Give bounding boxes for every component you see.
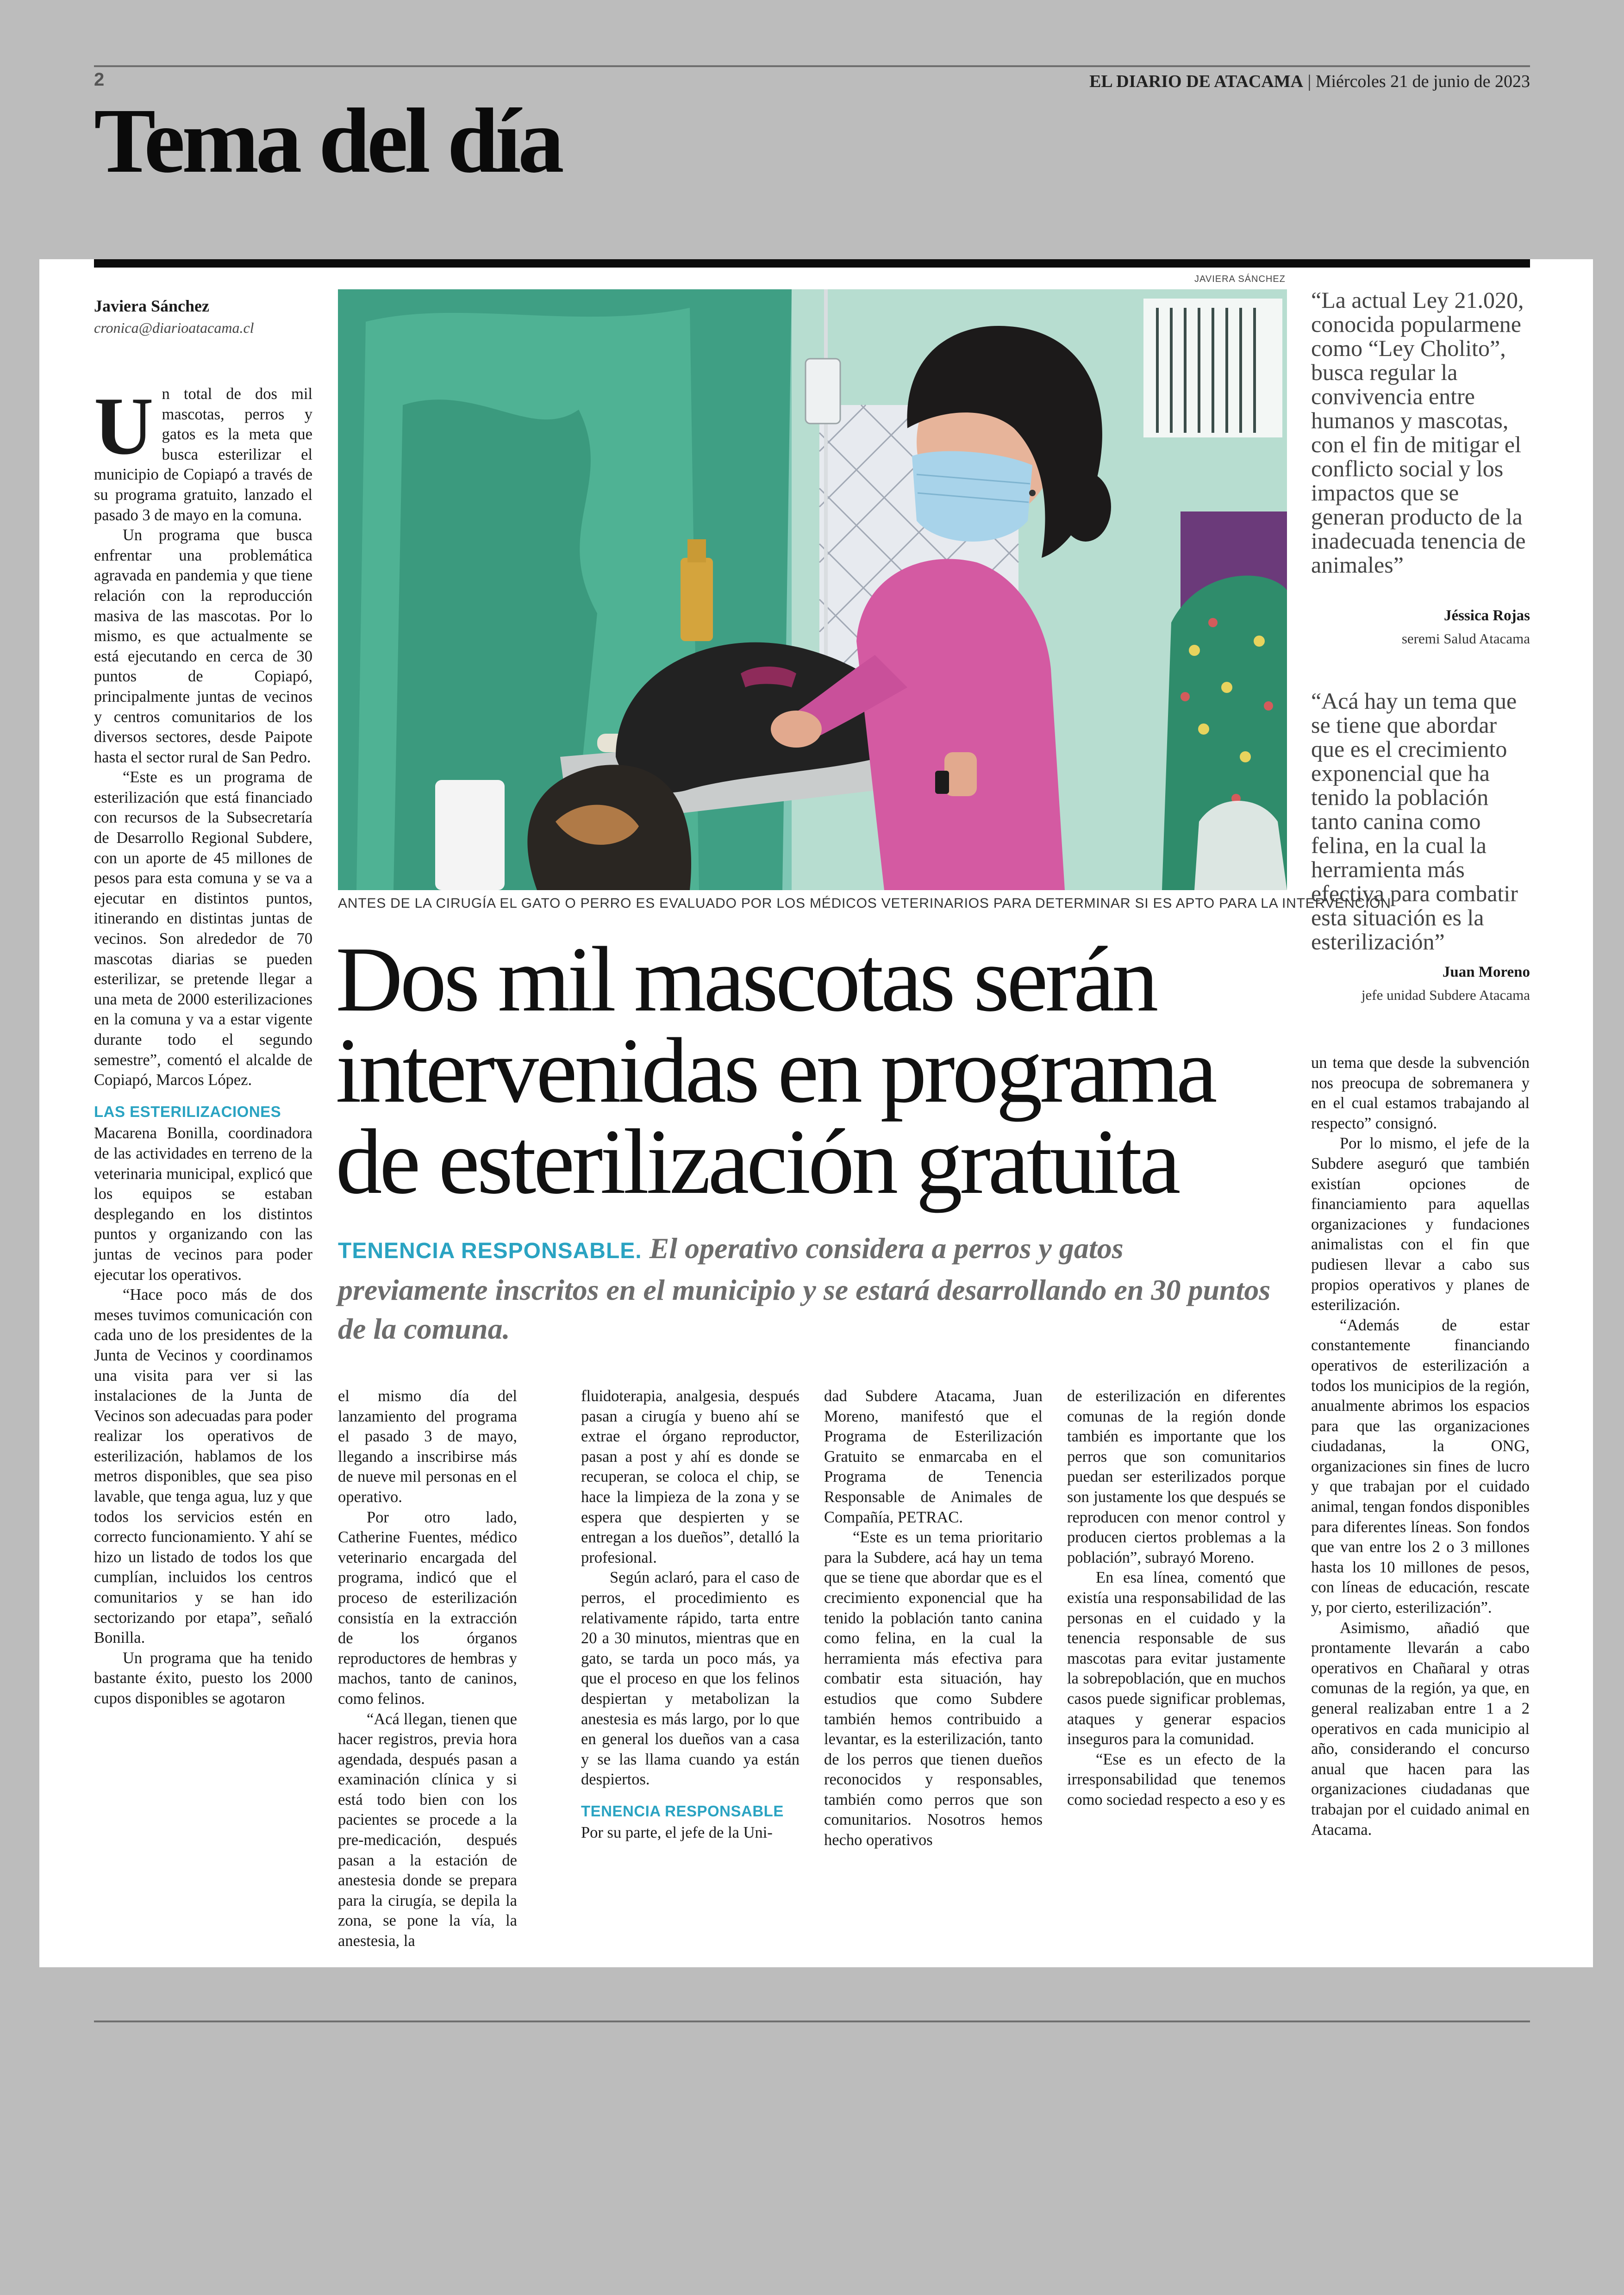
veterinary-surgery-photo bbox=[338, 289, 1287, 890]
paragraph: Un programa que busca enfrentar una problemática agravada en pandemia y que tiene relación con la reproducción masiva de las mascotas. Por lo mismo, es que actualmente se está ejecutando en cerca de 30 puntos de Copiapó, principalmente juntas de vecinos y centros comunitarios de los diversos sectores, desde Paipote hasta el sector rural de San Pedro. bbox=[94, 526, 312, 766]
masthead: EL DIARIO DE ATACAMA | Miércoles 21 de junio de 2023 bbox=[1089, 72, 1530, 91]
headline: Dos mil mascotas serán intervenidas en programa de esterilización gratuita bbox=[336, 928, 1215, 1213]
author-name: Javiera Sánchez bbox=[94, 297, 209, 315]
pull-quote-rojas: “La actual Ley 21.020, conocida popularmene como “Ley Cholito”, busca regular la convivencia entre humanos y mascotas, con el fin de mitigar el conflicto social y los impactos que se generan producto de la inadecuada tenencia de animales” bbox=[1311, 287, 1526, 578]
photo-credit: JAVIERA SÁNCHEZ bbox=[1194, 274, 1286, 284]
article-photo bbox=[338, 289, 1287, 890]
quote-attribution-role: seremi Salud Atacama bbox=[1401, 630, 1530, 647]
paragraph: “Este es un tema prioritario para la Subdere, acá hay un tema que se tiene que abordar que es el crecimiento exponencial que ha tenido la población tanto canina como felina, en la cual la herramienta más efectiva para combatir esta situación, hay estudios que como Subdere también hemos contribuido a levantar, es la esterilización, tanto de los perros que tienen dueños reconocidos y responsables, también como perros que son comunitarios. Nosotros hemos hecho operativos bbox=[824, 1528, 1043, 1849]
column-6 bbox=[1311, 1053, 1530, 1840]
quote-attribution-name: Jéssica Rojas bbox=[1443, 607, 1530, 624]
paragraph: En esa línea, comentó que existía una responsabilidad de las personas en el cuidado y la tenencia responsable de sus mascotas para evitar justamente la sobrepoblación, que en muchos casos puede significar problemas, ataques y generar espacios inseguros para la comunidad. bbox=[1067, 1569, 1286, 1748]
paragraph: “Acá llegan, tienen que hacer registros, previa hora agendada, después pasan a examinación clínica y si está todo bien con los pacientes se procede a la pre-medicación, después pasan a la estación de anestesia donde se prepara para la cirugía, se depila la zona, se pone la vía, la anestesia, la bbox=[338, 1710, 517, 1950]
paragraph: Por lo mismo, el jefe de la Subdere aseguró que también existían opciones de financiamiento para aquellas organizaciones y fundaciones animalistas con el fin que pudiesen llevar a cabo sus propios operativos y planes de esterilización. bbox=[1311, 1135, 1530, 1314]
subhead-tenencia-responsable: TENENCIA RESPONSABLE bbox=[581, 1802, 784, 1820]
paragraph: “Además de estar constantemente financiando operativos de esterilización a todos los municipios de la región, anualmente abrimos los espacios para que las organizaciones ciudadanas, la ONG, organizaciones sin fines de lucro y que trabajan por el cuidado animal, tengan fondos disponibles para diferentes líneas. Son fondos que van entre los 2 o 3 millones hasta los 10 millones de pesos, con líneas de educación, rescate y, por cierto, esterilización”. bbox=[1311, 1316, 1530, 1617]
deck-label: TENENCIA RESPONSABLE. bbox=[338, 1239, 642, 1263]
paragraph: Según aclaró, para el caso de perros, el procedimiento es relativamente rápido, tarta entre 20 a 30 minutos, mientras que en gato, se tarda un poco más, ya que el proceso en que los felinos despiertan y metabolizan la anestesia es más largo, por lo que en general los dueños van a casa y se las llama cuando ya están despiertos. bbox=[581, 1569, 800, 1789]
paragraph: Por otro lado, Catherine Fuentes, médico veterinario encargada del programa, indicó que el proceso de esterilización consistía en la extracción de los órganos reproductores de hembras y machos, tanto de caninos, como felinos. bbox=[338, 1508, 517, 1708]
drop-cap: U bbox=[94, 380, 154, 472]
paragraph: fluidoterapia, analgesia, después pasan a cirugía y bueno ahí se extrae el órgano reproductor, pasan a post y ahí es donde se recuperan, se coloca el chip, se hace la limpieza de la zona y se espera que despierten y se entregan a los dueños”, detalló la profesional. bbox=[581, 1387, 800, 1566]
photo-caption: ANTES DE LA CIRUGÍA EL GATO O PERRO ES EVALUADO POR LOS MÉDICOS VETERINARIOS PARA DETERMINAR SI ES APTO PARA LA INTERVENCIÓN bbox=[338, 896, 1391, 911]
paragraph: “Ese es un efecto de la irresponsabilidad que tenemos como sociedad respecto a eso y es bbox=[1067, 1750, 1286, 1809]
paragraph: Macarena Bonilla, coordinadora de las actividades en terreno de la veterinaria municipal, explicó que los equipos se estaban desplegando en los distintos puntos y organizando con las juntas de vecinos para poder ejecutar los operativos. bbox=[94, 1124, 312, 1284]
deck bbox=[338, 1229, 1273, 1348]
paragraph: el mismo día del lanzamiento del programa el pasado 3 de mayo, llegando a inscribirse más de nueve mil personas en el operativo. bbox=[338, 1387, 517, 1506]
newspaper-name: EL DIARIO DE ATACAMA bbox=[1089, 72, 1304, 91]
paragraph: Un programa que ha tenido bastante éxito, puesto los 2000 cupos disponibles se agotaron bbox=[94, 1649, 312, 1707]
bottom-page-rule bbox=[94, 2021, 1530, 2022]
paragraph: Asimismo, añadió que prontamente llevarán a cabo operativos en Chañaral y otras comunas de la región, ya que, en general realizaban entre 1 a 2 operativos en cada municipio al año, considerando el concurso anual que hacen para las organizaciones ciudadanas que trabajan por el cuidado animal en Atacama. bbox=[1311, 1619, 1530, 1839]
paragraph: dad Subdere Atacama, Juan Moreno, manifestó que el Programa de Esterilización Gratuito se enmarcaba en el Programa de Tenencia Responsable de Animales de Compañía, PETRAC. bbox=[824, 1387, 1043, 1526]
quote-attribution-name: Juan Moreno bbox=[1442, 964, 1530, 980]
column-4 bbox=[824, 1386, 1043, 1851]
deck-text: El operativo considera a perros y gatos previamente inscritos en el municipio y se estará desarrollando en 30 puntos de la comuna. bbox=[338, 1232, 1271, 1345]
top-page-rule bbox=[94, 65, 1530, 67]
column-2 bbox=[338, 1386, 517, 1952]
issue-date: Miércoles 21 de junio de 2023 bbox=[1315, 72, 1530, 91]
paragraph: “Hace poco más de dos meses tuvimos comunicación con cada uno de los presidentes de la Junta de Vecinos y coordinamos una visita para ver si las instalaciones de la Junta de Vecinos son adecuadas para poder realizar los operativos de esterilización, hablamos de los metros disponibles, que sea piso lavable, que tenga agua, luz y que todos los servicios estén en correcto funcionamiento. Y ahí se hizo un listado de todos los que cumplían, incluidos los centros comunitarios y se han ido sectorizando por etapa”, señaló Bonilla. bbox=[94, 1286, 312, 1647]
quote-attribution-role: jefe unidad Subdere Atacama bbox=[1361, 987, 1530, 1003]
paragraph: un tema que desde la subvención nos preocupa de sobremanera y en el cual estamos trabajando al respecto” consignó. bbox=[1311, 1054, 1530, 1132]
page-number: 2 bbox=[94, 69, 105, 90]
subhead-esterilizaciones: LAS ESTERILIZACIONES bbox=[94, 1103, 281, 1120]
paragraph: “Este es un programa de esterilización que está financiado con recursos de la Subsecretaría de Desarrollo Regional Subdere, con un aporte de 45 millones de pesos para esta comuna y se va a ejecutar en distintos puntos, itinerando en distintas juntas de vecinos. Son alrededor de 70 mascotas diarias se pueden esterilizar, se pretende llegar a una meta de 2000 esterilizaciones en la comuna y va a estar vigente durante todo el segundo semestre”, comentó el alcalde de Copiapó, Marcos López. bbox=[94, 768, 312, 1089]
paragraph-text: n total de dos mil mascotas, perros y gatos es la meta que busca esterilizar el municipio de Copiapó a través de su programa gratuito, lanzado el pasado 3 de mayo en la comuna. bbox=[94, 385, 312, 524]
column-1 bbox=[94, 380, 312, 1709]
lead-paragraph bbox=[94, 380, 312, 525]
article-top-bar bbox=[94, 259, 1530, 268]
column-5 bbox=[1067, 1386, 1286, 1810]
pull-quote-moreno: “Acá hay un tema que se tiene que abordar que es el crecimiento exponencial que ha tenido la población tanto canina como felina, en la cual la herramienta más efectiva para combatir esta situación es la esterilización” bbox=[1311, 688, 1518, 954]
column-3 bbox=[581, 1386, 800, 1843]
paragraph: de esterilización en diferentes comunas de la región donde también es importante que los perros que son comunitarios puedan ser esterilizados porque son justamente los que después se reproducen con menor control y producen ciertos problemas a la población”, subrayó Moreno. bbox=[1067, 1387, 1286, 1566]
paragraph: Por su parte, el jefe de la Uni- bbox=[581, 1824, 773, 1842]
section-title: Tema del día bbox=[94, 90, 561, 192]
author-email[interactable]: cronica@diarioatacama.cl bbox=[94, 319, 254, 336]
